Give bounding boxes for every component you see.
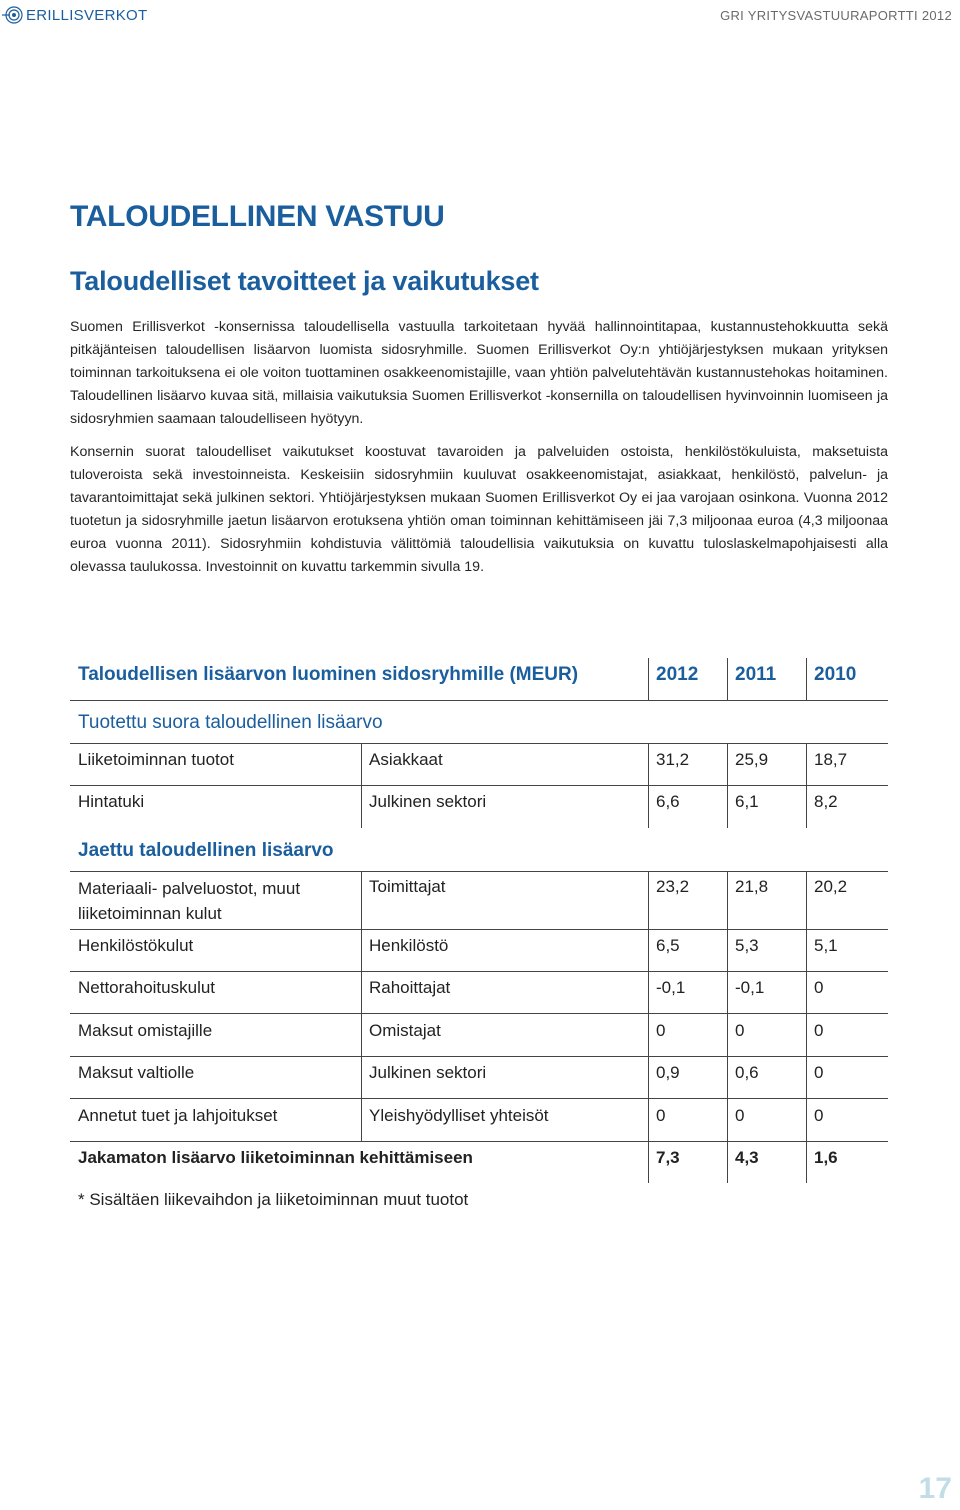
section-heading: Jaettu taloudellinen lisäarvo <box>78 840 334 861</box>
row-group: Julkinen sektori <box>369 1063 487 1082</box>
brand <box>2 5 147 25</box>
year-header: 2010 <box>814 664 857 685</box>
value-2012: -0,1 <box>656 978 686 997</box>
row-group: Rahoittajat <box>369 978 451 997</box>
value-2011: 0 <box>735 1021 745 1040</box>
divider <box>806 658 807 700</box>
page-header <box>0 0 960 30</box>
value-2011: 5,3 <box>735 936 759 955</box>
paragraph-impacts: Konsernin suorat taloudelliset vaikutukset koostuvat tavaroiden ja palveluiden ostoista, henkilöstökuluista, maksetuista tuloveroista sekä investoinneista. Keskeisiin sidosryhmiin kuuluvat osakkeenomistajat, asiakkaat, henkilöstö, palvelun- ja tavarantoimittajat sekä julkinen sektori. Yhtiöjärjestyksen mukaan Suomen Erillisverkot Oy ei jaa varojaan osinkona. Vuonna 2012 tuotetun ja sidosryhmille jaetun lisäarvon erotuksena yhtiön oman toiminnan kehittämiseen jäi 7,3 miljoonaa euroa (4,3 miljoonaa euroa vuonna 2011). Sidosryhmiin kohdistuvia välittömiä taloudellisia vaikutuksia on kuvattu tuloslaskelmapohjaisesti alla olevassa taulukossa. Investoinnit on kuvattu tarkemmin sivulla 19. <box>70 444 888 575</box>
value-2012: 6,6 <box>656 792 680 811</box>
row-item: Liiketoiminnan tuotot <box>78 750 234 769</box>
row-group: Julkinen sektori <box>369 792 487 811</box>
table-title: Taloudellisen lisäarvon luominen sidosryhmille (MEUR) <box>78 664 579 685</box>
subsection-title: Taloudelliset tavoitteet ja vaikutukset <box>70 266 539 296</box>
value-2012: 0 <box>656 1021 666 1040</box>
row-group: Omistajat <box>369 1021 441 1040</box>
value-2012: 0,9 <box>656 1063 680 1082</box>
value-2012: 6,5 <box>656 936 680 955</box>
divider <box>70 1056 888 1057</box>
value-2010: 0 <box>814 978 824 997</box>
page-number: 17 <box>918 1472 952 1505</box>
total-2011: 4,3 <box>735 1148 759 1167</box>
value-2011: 0,6 <box>735 1063 759 1082</box>
divider <box>70 1141 888 1142</box>
row-item: Maksut omistajille <box>78 1021 213 1040</box>
row-item: Annetut tuet ja lahjoitukset <box>78 1106 278 1125</box>
row-item: Maksut valtiolle <box>78 1063 195 1082</box>
row-group: Henkilöstö <box>369 936 449 955</box>
row-item: Nettorahoituskulut <box>78 978 216 997</box>
brand-name: ERILLISVERKOT <box>26 6 148 24</box>
row-item: Henkilöstökulut <box>78 936 194 955</box>
value-2010: 0 <box>814 1021 824 1040</box>
section-title: TALOUDELLINEN VASTUU <box>70 200 445 233</box>
total-label: Jakamaton lisäarvo liiketoiminnan kehittämiseen <box>78 1148 473 1167</box>
year-header: 2012 <box>656 664 699 685</box>
row-group: Yleishyödylliset yhteisöt <box>369 1106 549 1125</box>
value-2011: 25,9 <box>735 750 769 769</box>
divider <box>70 700 888 701</box>
divider <box>70 743 888 744</box>
divider <box>70 1098 888 1099</box>
divider <box>70 1013 888 1014</box>
value-2010: 18,7 <box>814 750 848 769</box>
value-2010: 20,2 <box>814 877 848 896</box>
divider <box>70 971 888 972</box>
divider <box>70 929 888 930</box>
row-group: Toimittajat <box>369 877 446 896</box>
value-2012: 23,2 <box>656 877 690 896</box>
paragraph-intro: Suomen Erillisverkot -konsernissa taloudellisella vastuulla tarkoitetaan hyvää hallinnointitapaa, kustannustehokkuutta sekä pitkäjänteisen taloudellisen lisäarvon luomista sidosryhmille. Suomen Erillisverkot Oy:n yhtiöjärjestyksen mukaan yrityksen toiminnan tarkoituksena ei ole voiton tuottaminen osakkeenomistajille, vaan yhtiön palvelutehtävän kustannustehokas hoitaminen. Taloudellinen lisäarvo kuvaa sitä, millaisia vaikutuksia Suomen Erillisverkot -konsernilla on taloudellisen hyvinvoinnin luomiseen ja sidosryhmien saamaan taloudelliseen hyötyyn. <box>70 319 888 427</box>
divider <box>648 658 649 700</box>
divider <box>361 871 362 1141</box>
divider <box>648 871 649 1141</box>
divider <box>727 871 728 1141</box>
erillisverkot-logo-icon <box>2 5 24 25</box>
value-2011: 6,1 <box>735 792 759 811</box>
year-header: 2011 <box>735 664 777 685</box>
value-2012: 31,2 <box>656 750 690 769</box>
value-2010: 0 <box>814 1106 824 1125</box>
report-title: GRI YRITYSVASTUURAPORTTI 2012 <box>720 8 952 23</box>
total-2012: 7,3 <box>656 1148 680 1167</box>
section-heading: Tuotettu suora taloudellinen lisäarvo <box>78 712 383 733</box>
divider <box>806 1141 807 1183</box>
value-2010: 0 <box>814 1063 824 1082</box>
divider <box>648 1141 649 1183</box>
value-2011: 0 <box>735 1106 745 1125</box>
value-2010: 8,2 <box>814 792 838 811</box>
total-2010: 1,6 <box>814 1148 838 1167</box>
row-item: Materiaali- palveluostot, muut liiketoiminnan kulut <box>78 879 301 923</box>
value-2011: 21,8 <box>735 877 769 896</box>
value-2011: -0,1 <box>735 978 765 997</box>
divider <box>70 785 888 786</box>
row-group: Asiakkaat <box>369 750 443 769</box>
table-footnote: * Sisältäen liikevaihdon ja liiketoiminnan muut tuotot <box>78 1190 469 1209</box>
value-2010: 5,1 <box>814 936 838 955</box>
divider <box>727 1141 728 1183</box>
divider <box>727 658 728 700</box>
divider <box>70 871 888 872</box>
row-item: Hintatuki <box>78 792 145 811</box>
divider <box>806 871 807 1141</box>
value-2012: 0 <box>656 1106 666 1125</box>
